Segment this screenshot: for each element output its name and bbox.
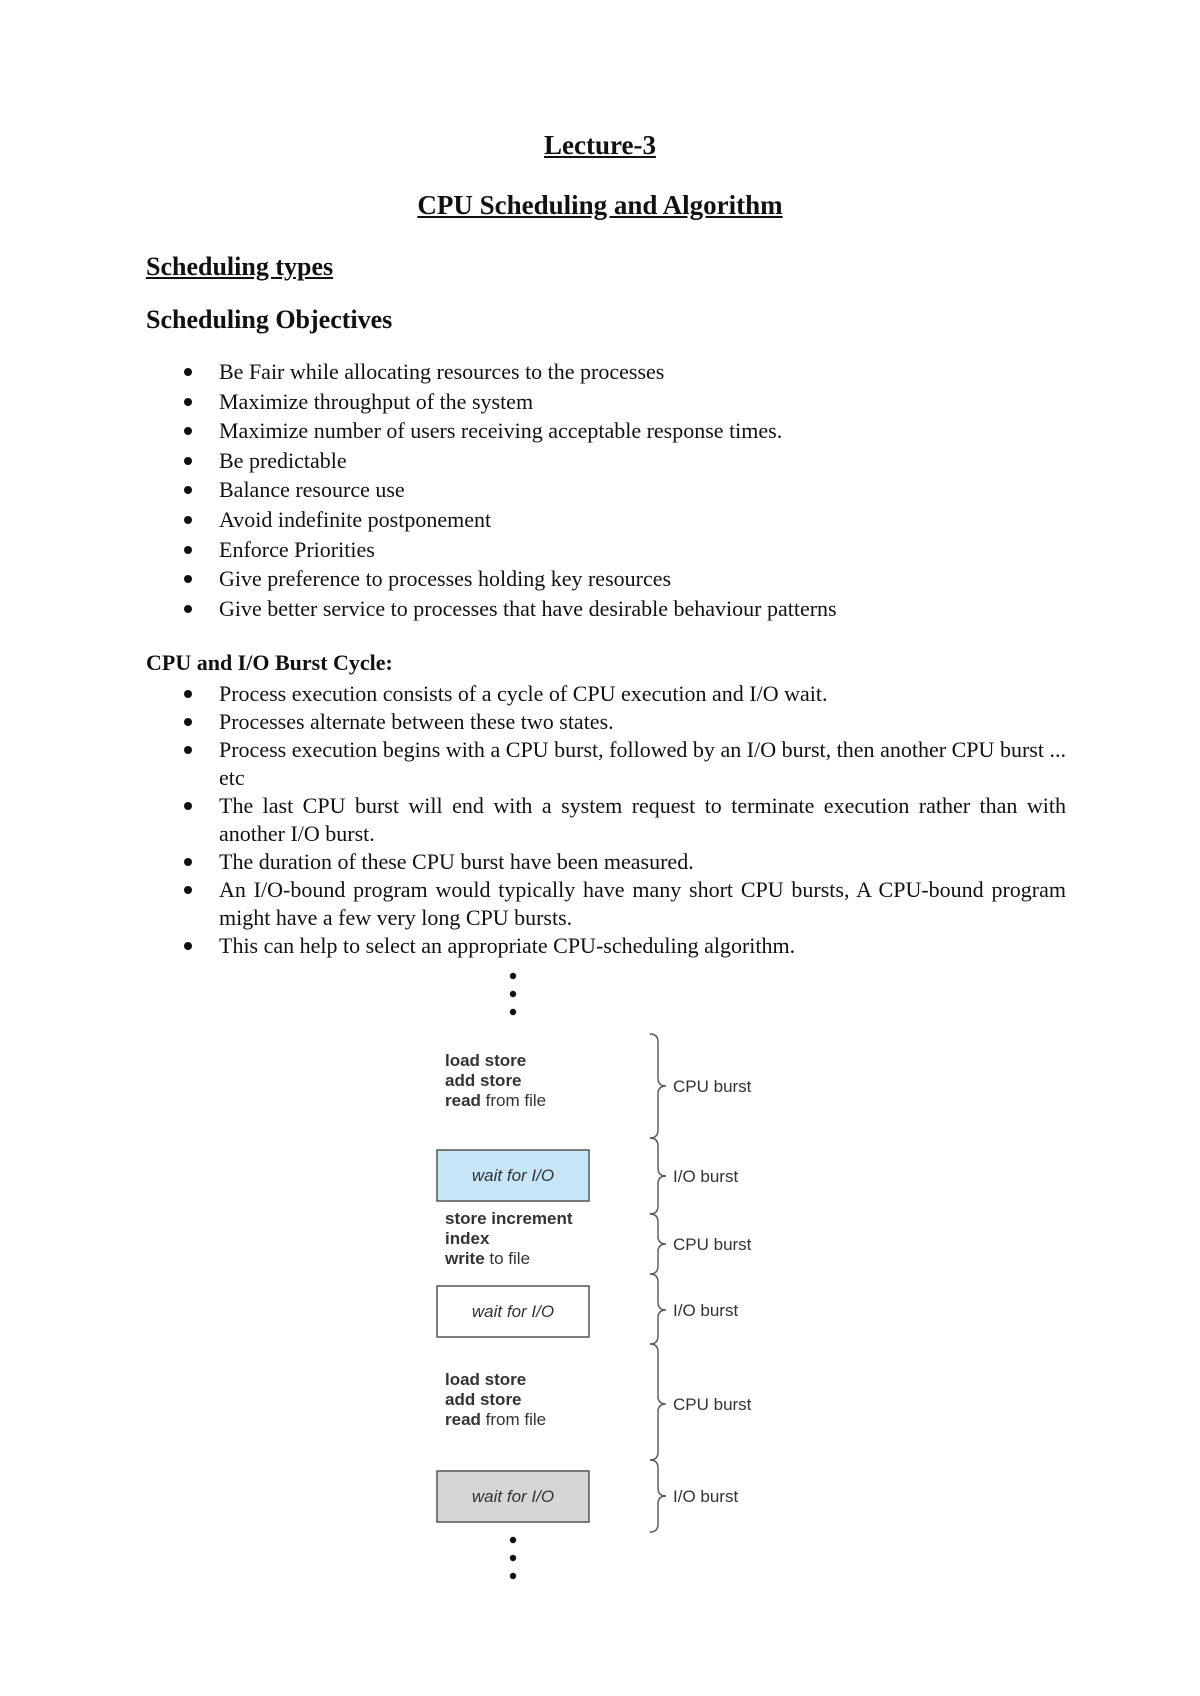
list-item: The duration of these CPU burst have been measured. <box>146 848 1066 876</box>
brace-cpu-3 <box>650 1344 666 1460</box>
io-block-1 <box>437 1150 589 1201</box>
list-item: Be predictable <box>146 446 1066 476</box>
brace-io-2 <box>650 1274 666 1344</box>
ellipsis-dot <box>510 1537 516 1543</box>
list-item: Processes alternate between these two states. <box>146 708 1066 736</box>
scheduling-objectives-heading: Scheduling Objectives <box>146 305 393 334</box>
cpu-io-burst-diagram <box>400 966 800 1586</box>
instruction-line: load store <box>445 1370 527 1389</box>
io-block-2 <box>437 1286 589 1337</box>
instruction-line: read from file <box>445 1091 547 1110</box>
instruction-line: store increment <box>445 1209 573 1228</box>
instruction-line: add store <box>445 1390 522 1409</box>
bottom-ellipsis <box>510 1537 516 1579</box>
cpu-burst-label: CPU burst <box>673 1077 752 1096</box>
instruction-line: load store <box>445 1051 527 1070</box>
list-item: Give better service to processes that have desirable behaviour patterns <box>146 594 1066 624</box>
list-item: Avoid indefinite postponement <box>146 505 1066 535</box>
instruction-line: add store <box>445 1071 522 1090</box>
ellipsis-dot <box>510 1009 516 1015</box>
list-item: Be Fair while allocating resources to the processes <box>146 357 1066 387</box>
burst-labels <box>673 1077 752 1506</box>
io-burst-label: I/O burst <box>673 1487 739 1506</box>
list-item: Balance resource use <box>146 475 1066 505</box>
ellipsis-dot <box>510 1555 516 1561</box>
list-item: This can help to select an appropriate CPU-scheduling algorithm. <box>146 932 1066 960</box>
burst-cycle-heading: CPU and I/O Burst Cycle: <box>146 650 393 675</box>
io-wait-label: wait for I/O <box>471 1166 555 1185</box>
burst-cycle-list <box>146 680 1066 960</box>
ellipsis-dot <box>510 1573 516 1579</box>
scheduling-types-heading: Scheduling types <box>146 252 334 281</box>
list-item: Maximize number of users receiving acceptable response times. <box>146 416 1066 446</box>
ellipsis-dot <box>510 991 516 997</box>
top-ellipsis <box>510 973 516 1015</box>
cpu-block-2 <box>444 1209 573 1268</box>
cpu-block-1 <box>445 1051 546 1110</box>
io-burst-label: I/O burst <box>673 1167 739 1186</box>
cpu-burst-label: CPU burst <box>673 1235 752 1254</box>
io-wait-label: wait for I/O <box>471 1302 555 1321</box>
io-block-3 <box>437 1471 589 1522</box>
objectives-list <box>146 357 1066 623</box>
io-wait-label: wait for I/O <box>471 1487 555 1506</box>
cpu-block-3 <box>445 1370 546 1429</box>
ellipsis-dot <box>510 973 516 979</box>
burst-braces <box>650 1034 666 1532</box>
instruction-line: index <box>445 1229 490 1248</box>
list-item: An I/O-bound program would typically have many short CPU bursts, A CPU-bound program might have a few very long CPU bursts. <box>146 876 1066 932</box>
list-item: The last CPU burst will end with a system request to terminate execution rather than with another I/O burst. <box>146 792 1066 848</box>
list-item: Process execution consists of a cycle of CPU execution and I/O wait. <box>146 680 1066 708</box>
lecture-main-title: CPU Scheduling and Algorithm <box>417 190 783 220</box>
brace-io-1 <box>650 1138 666 1214</box>
brace-io-3 <box>650 1460 666 1532</box>
instruction-line: write to file <box>445 1249 531 1268</box>
brace-cpu-1 <box>650 1034 666 1138</box>
cpu-burst-label: CPU burst <box>673 1395 752 1414</box>
lecture-number-title: Lecture-3 <box>544 130 656 160</box>
list-item: Give preference to processes holding key resources <box>146 564 1066 594</box>
brace-cpu-2 <box>650 1214 666 1274</box>
list-item: Enforce Priorities <box>146 535 1066 565</box>
instruction-line: read from file <box>445 1410 547 1429</box>
list-item: Process execution begins with a CPU burst, followed by an I/O burst, then another CPU burst ... etc <box>146 736 1066 792</box>
io-burst-label: I/O burst <box>673 1301 739 1320</box>
list-item: Maximize throughput of the system <box>146 387 1066 417</box>
